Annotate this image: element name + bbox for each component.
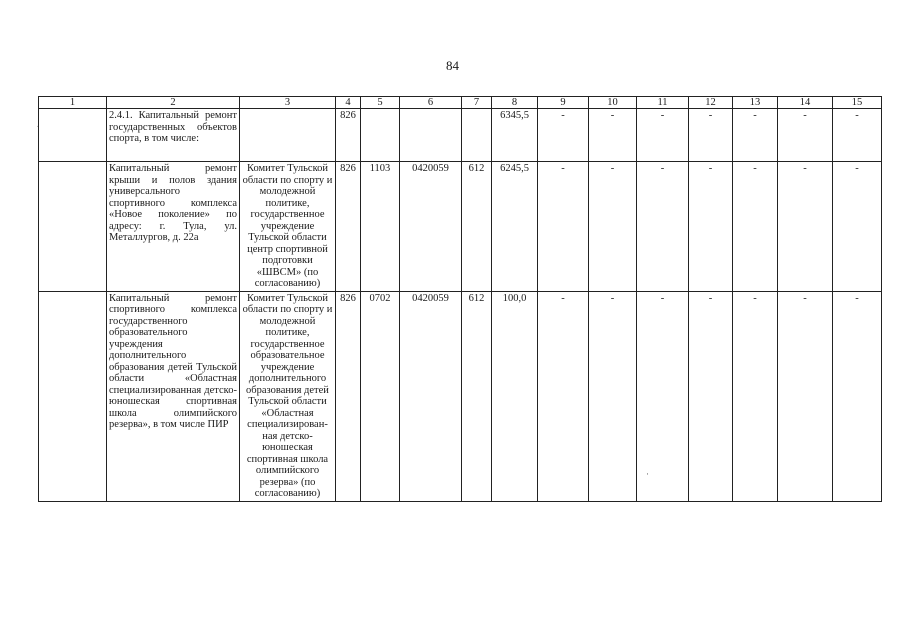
col-header: 12 <box>689 97 733 109</box>
cell-year: - <box>637 291 689 501</box>
header-row <box>39 97 882 109</box>
col-header: 13 <box>733 97 778 109</box>
col-header: 9 <box>538 97 589 109</box>
cell-amount: 6345,5 <box>492 109 538 162</box>
cell-year: - <box>637 162 689 292</box>
cell-year: - <box>778 109 833 162</box>
cell-target-article: 0420059 <box>400 291 462 501</box>
margin-mark: . <box>37 119 40 130</box>
page-number: 84 <box>446 58 459 73</box>
cell-expense-type <box>462 109 492 162</box>
table-row <box>39 162 882 292</box>
col-header: 6 <box>400 97 462 109</box>
cell-executor: Комитет Тульской области по спорту и молодежной политике, государственное образовательное учреждение дополнительного образования детей Тульской области «Областная специализирован-ная детско-юношеская спортивная школа олимпийского резерва» (по согласованию) <box>240 291 336 501</box>
cell-measure-name: Капитальный ремонт крыши и полов здания универсального спортивного комплекса «Новое поколение» по адресу: г. Тула, ул. Металлургов, д. 22а <box>107 162 240 292</box>
cell-target-article: 0420059 <box>400 162 462 292</box>
cell-amount: 6245,5 <box>492 162 538 292</box>
table-row <box>39 109 882 162</box>
cell-executor <box>240 109 336 162</box>
col-header: 14 <box>778 97 833 109</box>
cell-year: - <box>833 291 882 501</box>
cell-year: - <box>733 291 778 501</box>
cell-year: - <box>689 291 733 501</box>
col-header: 10 <box>589 97 637 109</box>
budget-table <box>38 96 882 502</box>
cell-grbs: 826 <box>336 162 361 292</box>
col-header: 7 <box>462 97 492 109</box>
col-header: 8 <box>492 97 538 109</box>
col-header: 4 <box>336 97 361 109</box>
cell-year: - <box>589 291 637 501</box>
cell-grbs: 826 <box>336 109 361 162</box>
cell-measure-name: Капитальный ремонт спортивного комплекса государственного образовательного учреждения дополнительного образования детей Тульской области «Областная специализированная детско-юношеская спортивная школа олимпийского резерва», в том числе ПИР <box>107 291 240 501</box>
cell-year: - <box>778 291 833 501</box>
cell-year: - <box>538 162 589 292</box>
col-header: 3 <box>240 97 336 109</box>
cell-section: 0702 <box>361 291 400 501</box>
cell-amount: 100,0 <box>492 291 538 501</box>
cell-year: - <box>733 109 778 162</box>
cell-year: - <box>689 109 733 162</box>
cell-executor: Комитет Тульской области по спорту и молодежной политике, государственное учреждение Тульской области центр спортивной подготовки «ШВСМ» (по согласованию) <box>240 162 336 292</box>
cell-number <box>39 291 107 501</box>
cell-year: - <box>833 162 882 292</box>
col-header: 11 <box>637 97 689 109</box>
cell-year: - <box>538 291 589 501</box>
cell-number <box>39 109 107 162</box>
cell-year: - <box>833 109 882 162</box>
cell-year: - <box>689 162 733 292</box>
cell-year: - <box>538 109 589 162</box>
table-row <box>39 291 882 501</box>
cell-year: - <box>589 109 637 162</box>
cell-section: 1103 <box>361 162 400 292</box>
cell-target-article <box>400 109 462 162</box>
scan-speck: · <box>646 469 649 479</box>
col-header: 5 <box>361 97 400 109</box>
cell-year: - <box>733 162 778 292</box>
cell-year: - <box>589 162 637 292</box>
cell-year: - <box>637 109 689 162</box>
col-header: 2 <box>107 97 240 109</box>
cell-measure-name: 2.4.1. Капитальный ремонт государственных объектов спорта, в том числе: <box>107 109 240 162</box>
cell-section <box>361 109 400 162</box>
cell-number <box>39 162 107 292</box>
cell-expense-type: 612 <box>462 162 492 292</box>
cell-expense-type: 612 <box>462 291 492 501</box>
cell-grbs: 826 <box>336 291 361 501</box>
col-header: 15 <box>833 97 882 109</box>
cell-year: - <box>778 162 833 292</box>
col-header: 1 <box>39 97 107 109</box>
